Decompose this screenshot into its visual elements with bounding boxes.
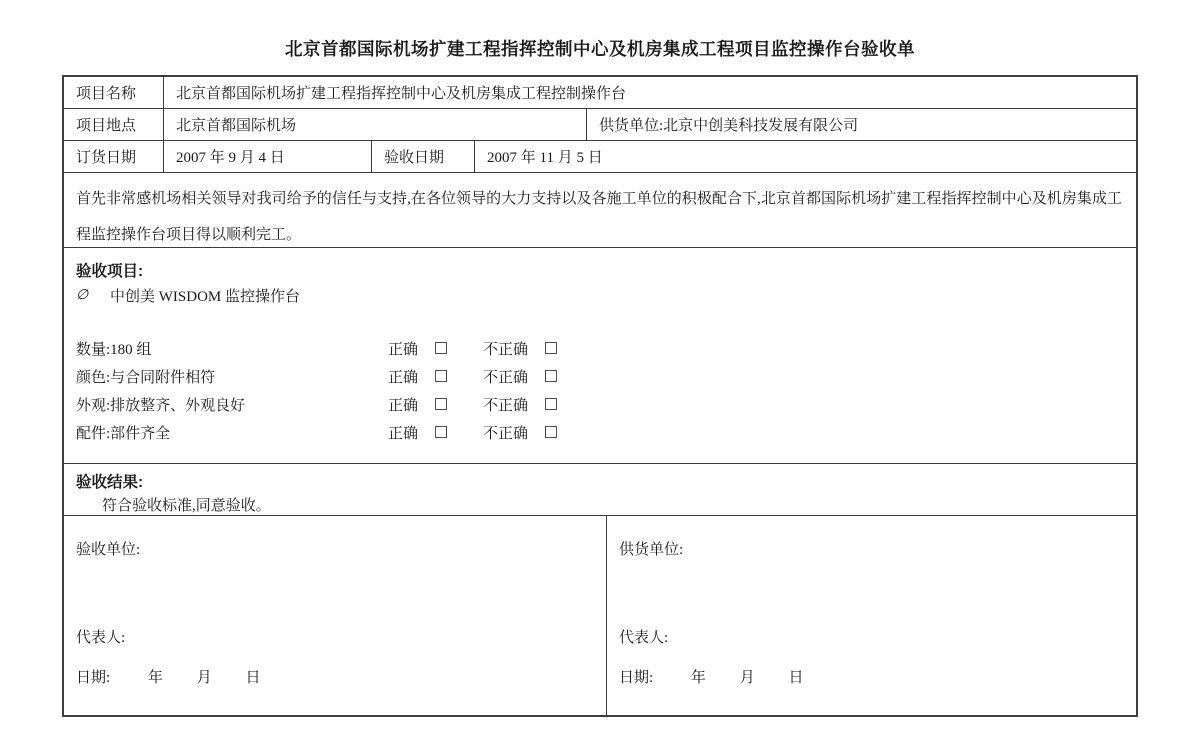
incorrect-checkbox[interactable] [545, 342, 557, 354]
accept-date-value: 2007 年 11 月 5 日 [487, 150, 603, 166]
signature-block-supplier-unit [607, 516, 1136, 715]
supplier-value: 供货单位:北京中创美科技发展有限公司 [599, 118, 859, 134]
check-row-quantity [76, 334, 1124, 362]
correct-checkbox[interactable] [435, 370, 447, 382]
intro-paragraph: 首先非常感机场相关领导对我司给予的信任与支持,在各位领导的大力支持以及各施工单位的积极配合下,北京首都国际机场扩建工程指挥控制中心及机房集成工程监控操作台项目得以顺利完工。 [76, 191, 1122, 243]
order-date-label: 订货日期 [64, 141, 164, 172]
correct-option [388, 338, 447, 359]
incorrect-label: 不正确 [483, 425, 529, 442]
correct-checkbox[interactable] [435, 426, 447, 438]
project-name-label: 项目名称 [64, 77, 164, 108]
incorrect-checkbox[interactable] [545, 370, 557, 382]
row-dates [64, 141, 1136, 173]
incorrect-option [483, 422, 557, 443]
project-location-label: 项目地点 [64, 109, 164, 140]
row-project-name [64, 77, 1136, 109]
row-project-location [64, 109, 1136, 141]
signature-block-acceptance-unit [64, 516, 607, 715]
incorrect-option [483, 366, 557, 387]
check-row-appearance [76, 390, 1124, 418]
correct-option [388, 394, 447, 415]
check-bullet-line [76, 282, 1124, 309]
representative-label: 代表人: [619, 630, 669, 646]
check-row-color [76, 362, 1124, 390]
check-section-heading: 验收项目: [76, 263, 144, 280]
incorrect-option [483, 394, 557, 415]
incorrect-label: 不正确 [483, 397, 529, 414]
check-item-label: 颜色:与合同附件相符 [76, 369, 216, 386]
incorrect-label: 不正确 [483, 341, 529, 358]
check-section [64, 248, 1136, 463]
year-label: 年 [690, 670, 706, 686]
empty-set-bullet-icon: ∅ [76, 288, 89, 303]
correct-option [388, 366, 447, 387]
representative-label: 代表人: [76, 630, 126, 646]
order-date-value: 2007 年 9 月 4 日 [164, 141, 372, 172]
unit-label: 验收单位: [76, 542, 141, 558]
correct-label: 正确 [388, 397, 419, 414]
correct-checkbox[interactable] [435, 342, 447, 354]
incorrect-checkbox[interactable] [545, 426, 557, 438]
check-items [76, 334, 1124, 446]
result-section [64, 464, 1136, 515]
row-intro [64, 173, 1136, 248]
correct-label: 正确 [388, 341, 419, 358]
year-label: 年 [147, 670, 163, 686]
unit-label: 供货单位: [619, 542, 684, 558]
incorrect-option [483, 338, 557, 359]
check-bullet-item: 中创美 WISDOM 监控操作台 [110, 289, 300, 305]
correct-label: 正确 [388, 369, 419, 386]
row-result-section [64, 464, 1136, 516]
day-label: 日 [245, 670, 261, 686]
date-label: 日期: [619, 670, 654, 686]
accept-date-label: 验收日期 [372, 141, 475, 172]
row-check-section [64, 248, 1136, 464]
incorrect-label: 不正确 [483, 369, 529, 386]
date-label: 日期: [76, 670, 111, 686]
project-name-value: 北京首都国际机场扩建工程指挥控制中心及机房集成工程控制操作台 [176, 86, 627, 102]
result-text: 符合验收标准,同意验收。 [102, 498, 271, 514]
check-item-label: 数量:180 组 [76, 341, 152, 358]
check-row-accessories [76, 418, 1124, 446]
month-label: 月 [739, 670, 755, 686]
incorrect-checkbox[interactable] [545, 398, 557, 410]
result-heading: 验收结果: [76, 474, 144, 491]
project-location-value: 北京首都国际机场 [164, 109, 587, 140]
document-title: 北京首都国际机场扩建工程指挥控制中心及机房集成工程项目监控操作台验收单 [285, 39, 915, 59]
date-line [76, 668, 594, 688]
correct-label: 正确 [388, 425, 419, 442]
check-item-label: 外观:排放整齐、外观良好 [76, 397, 246, 414]
check-item-label: 配件:部件齐全 [76, 425, 171, 442]
acceptance-form-table [62, 75, 1138, 717]
correct-option [388, 422, 447, 443]
day-label: 日 [788, 670, 804, 686]
date-line [619, 668, 1124, 688]
row-signatures [64, 516, 1136, 715]
correct-checkbox[interactable] [435, 398, 447, 410]
month-label: 月 [196, 670, 212, 686]
